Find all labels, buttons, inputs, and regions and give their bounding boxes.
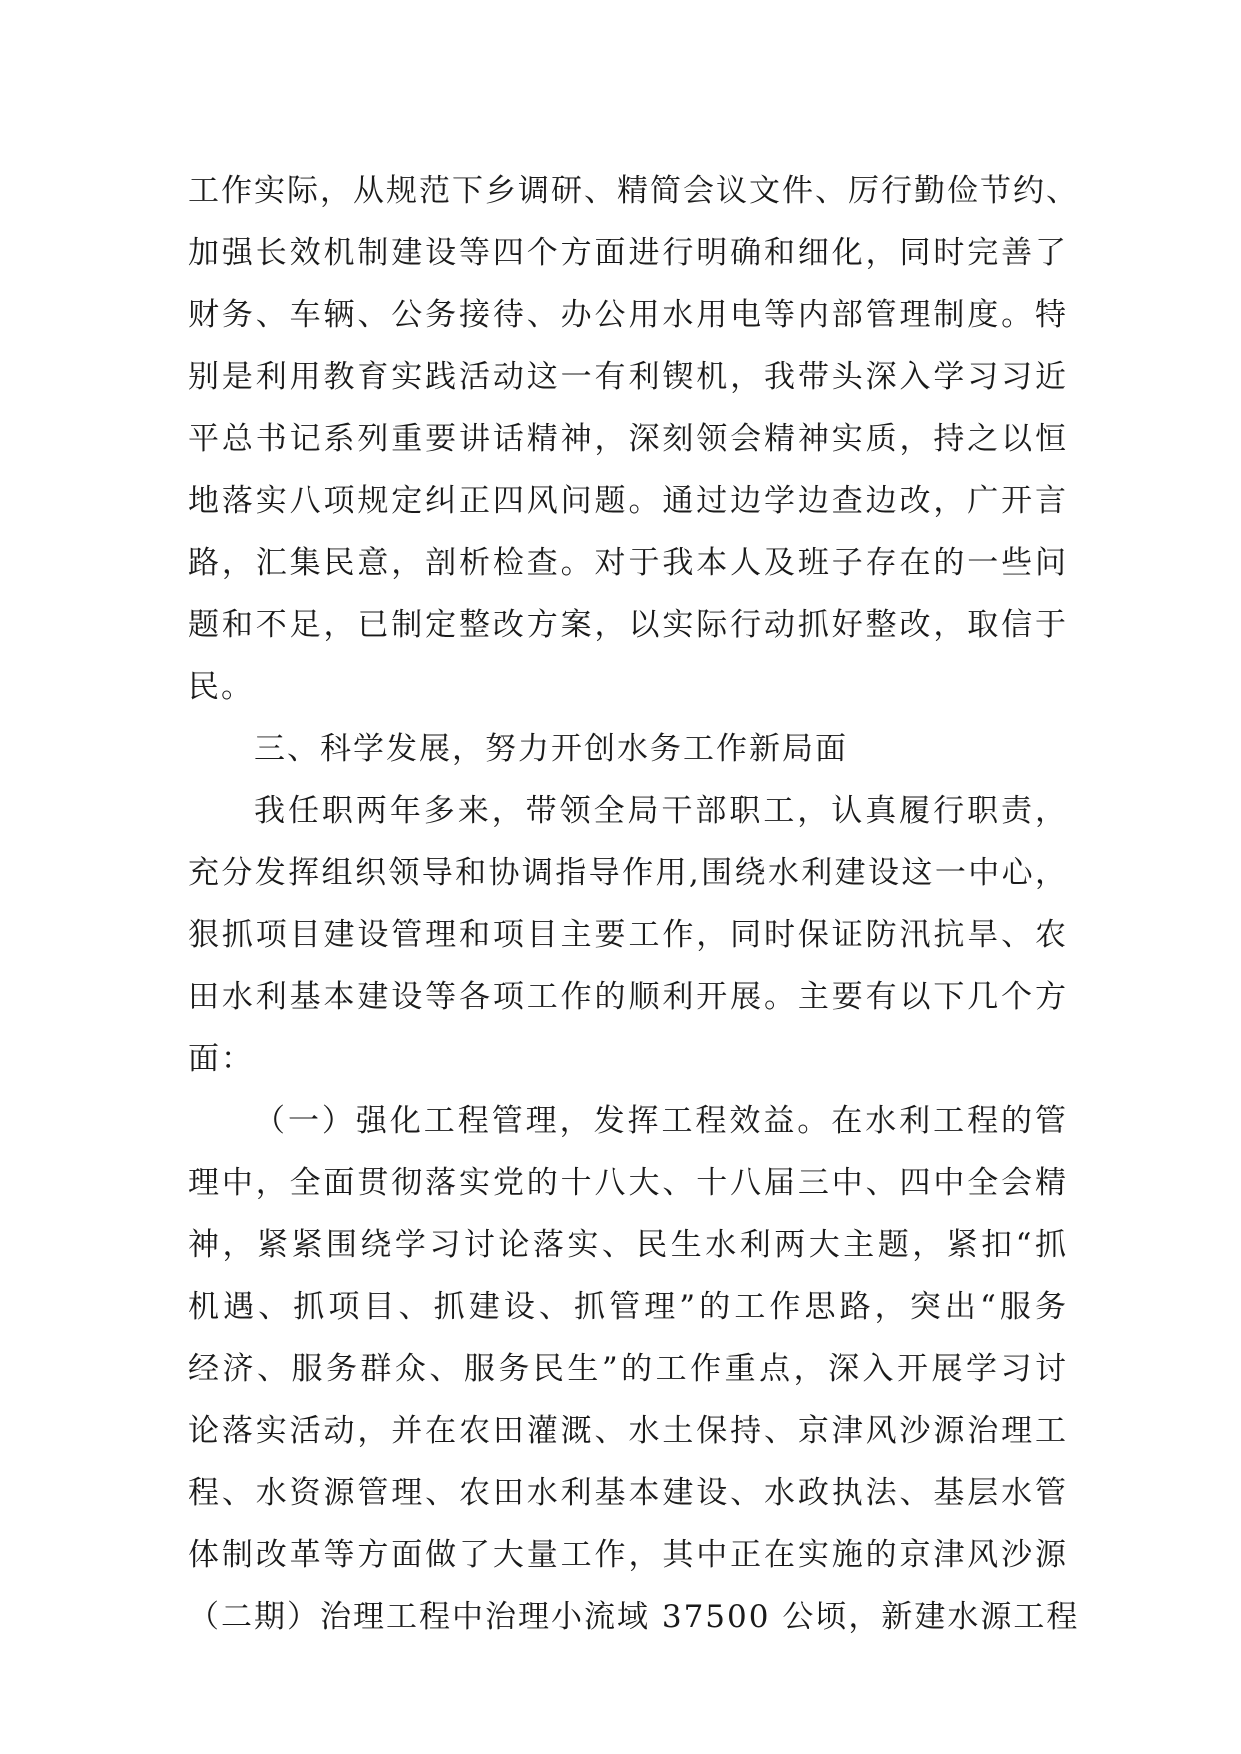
text-line: 体制改革等方面做了大量工作，其中正在实施的京津风沙源 [188, 1537, 1068, 1573]
document-body [188, 160, 1080, 1648]
text-line: 民。 [188, 669, 254, 705]
text-line: 我任职两年多来，带领全局干部职工，认真履行职责， [254, 793, 1068, 829]
text-line: （一）强化工程管理，发挥工程效益。在水利工程的管 [254, 1103, 1068, 1139]
text-line: 经济、服务群众、服务民生”的工作重点，深入开展学习讨 [188, 1351, 1068, 1387]
text-line: 三、科学发展，努力开创水务工作新局面 [254, 731, 848, 767]
text-line: 田水利基本建设等各项工作的顺利开展。主要有以下几个方 [188, 979, 1068, 1015]
text-line: 程、水资源管理、农田水利基本建设、水政执法、基层水管 [188, 1475, 1068, 1511]
text-line: 神，紧紧围绕学习讨论落实、民生水利两大主题，紧扣“抓 [188, 1227, 1068, 1263]
text-line: 地落实八项规定纠正四风问题。通过边学边查边改，广开言 [188, 483, 1068, 519]
text-line: （二期）治理工程中治理小流域 37500 公顷，新建水源工程 [188, 1599, 1080, 1635]
text-line: 面： [188, 1041, 254, 1077]
text-line: 理中，全面贯彻落实党的十八大、十八届三中、四中全会精 [188, 1165, 1068, 1201]
text-line: 别是利用教育实践活动这一有利锲机，我带头深入学习习近 [188, 359, 1068, 395]
text-line: 财务、车辆、公务接待、办公用水用电等内部管理制度。特 [188, 297, 1068, 333]
text-line: 路，汇集民意，剖析检查。对于我本人及班子存在的一些问 [188, 545, 1068, 581]
text-line: 加强长效机制建设等四个方面进行明确和细化，同时完善了 [188, 235, 1068, 271]
text-line: 题和不足，已制定整改方案，以实际行动抓好整改，取信于 [188, 607, 1068, 643]
text-line: 平总书记系列重要讲话精神，深刻领会精神实质，持之以恒 [188, 421, 1068, 457]
text-line: 论落实活动，并在农田灌溉、水土保持、京津风沙源治理工 [188, 1413, 1068, 1449]
text-line: 狠抓项目建设管理和项目主要工作，同时保证防汛抗旱、农 [188, 917, 1068, 953]
text-line: 机遇、抓项目、抓建设、抓管理”的工作思路，突出“服务 [188, 1289, 1068, 1325]
text-line: 充分发挥组织领导和协调指导作用,围绕水利建设这一中心， [188, 855, 1068, 891]
text-line: 工作实际，从规范下乡调研、精简会议文件、厉行勤俭节约、 [188, 173, 1079, 209]
